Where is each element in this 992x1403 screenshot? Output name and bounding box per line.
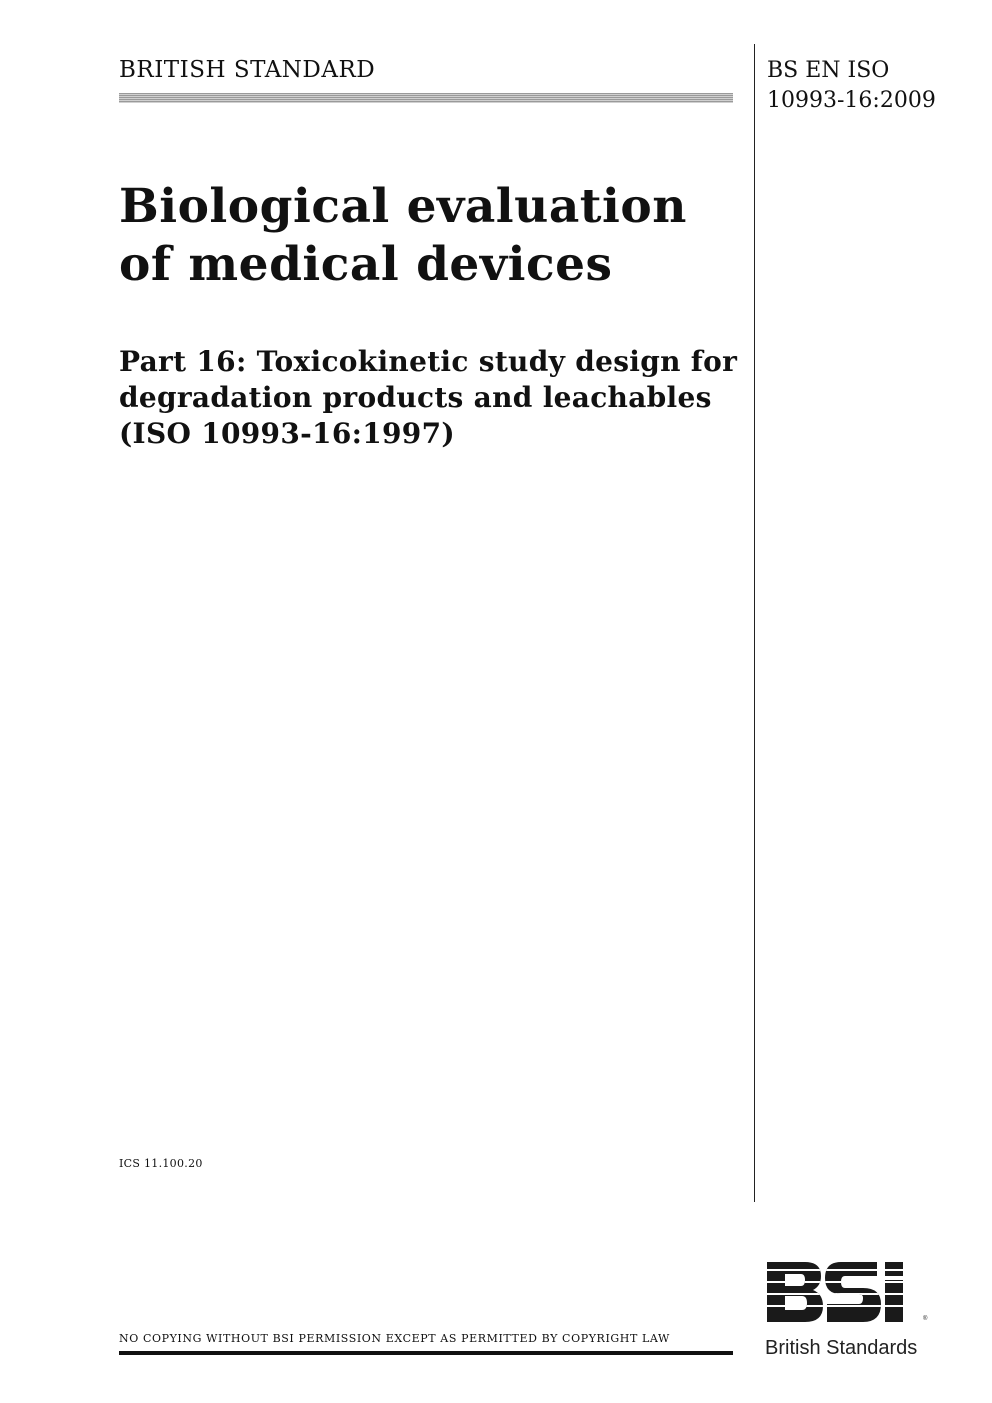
copyright-notice: NO COPYING WITHOUT BSI PERMISSION EXCEPT AS PERMITTED BY COPYRIGHT LAW [119,1332,670,1345]
document-title-line1: Biological evaluation [119,179,687,234]
series-label: BRITISH STANDARD [119,57,376,83]
bsi-brand-name: British Standards [765,1337,918,1359]
registered-mark: ® [923,1316,928,1322]
document-subtitle-line1: Part 16: Toxicokinetic study design for [119,345,738,378]
standard-number [767,56,936,116]
standard-number-line2: 10993-16:2009 [767,88,936,113]
document-subtitle [119,344,737,452]
standard-number-line1: BS EN ISO [767,58,890,83]
footer-rule [119,1351,733,1355]
ics-code: ICS 11.100.20 [119,1157,203,1170]
header-rule [119,93,733,103]
document-title-line2: of medical devices [119,237,613,292]
document-title [119,178,687,294]
vertical-divider [754,44,755,1202]
document-subtitle-line3: (ISO 10993-16:1997) [119,417,455,450]
document-subtitle-line2: degradation products and leachables [119,381,712,414]
